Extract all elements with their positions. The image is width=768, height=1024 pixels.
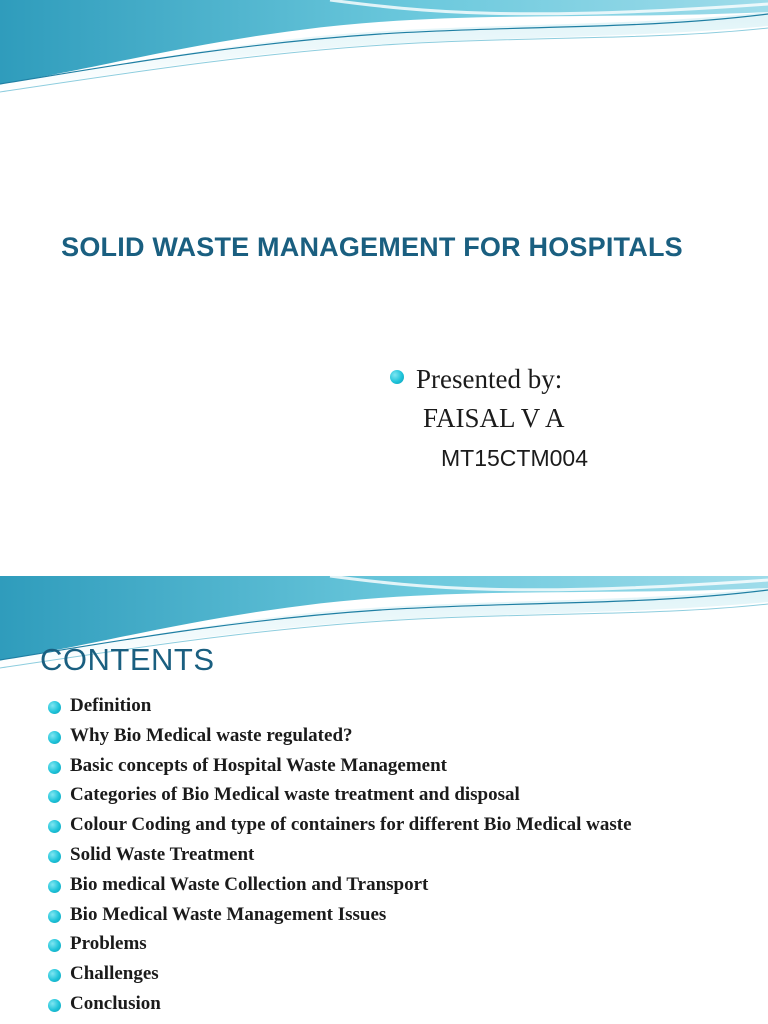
presenter-id: MT15CTM004 bbox=[441, 445, 588, 471]
list-item-label: Problems bbox=[70, 933, 147, 954]
list-item-label: Basic concepts of Hospital Waste Management bbox=[70, 755, 447, 776]
bullet-icon bbox=[48, 731, 61, 744]
header-wave-decoration bbox=[0, 0, 768, 110]
slide-title: SOLID WASTE MANAGEMENT FOR HOSPITALS bbox=[61, 232, 683, 262]
bullet-icon bbox=[48, 969, 61, 982]
contents-heading: CONTENTS bbox=[40, 642, 215, 677]
bullet-icon bbox=[48, 820, 61, 833]
presenter-name: FAISAL V A bbox=[423, 403, 565, 433]
list-item-label: Categories of Bio Medical waste treatment and disposal bbox=[70, 784, 520, 805]
presenter-label: Presented by: bbox=[416, 364, 563, 394]
list-item-label: Bio Medical Waste Management Issues bbox=[70, 904, 387, 925]
bullet-icon bbox=[48, 790, 61, 803]
list-item-label: Challenges bbox=[70, 963, 159, 984]
bullet-icon bbox=[48, 939, 61, 952]
bullet-icon bbox=[390, 370, 404, 384]
contents-slide bbox=[0, 576, 768, 1024]
bullet-icon bbox=[48, 999, 61, 1012]
list-item-label: Why Bio Medical waste regulated? bbox=[70, 725, 353, 746]
list-item-label: Solid Waste Treatment bbox=[70, 844, 255, 865]
list-item-label: Definition bbox=[70, 695, 152, 716]
bullet-icon bbox=[48, 910, 61, 923]
list-item-label: Conclusion bbox=[70, 993, 161, 1014]
list-item-label: Colour Coding and type of containers for different Bio Medical waste bbox=[70, 814, 632, 835]
bullet-icon bbox=[48, 850, 61, 863]
bullet-icon bbox=[48, 761, 61, 774]
bullet-icon bbox=[48, 701, 61, 714]
list-item-label: Bio medical Waste Collection and Transport bbox=[70, 874, 429, 895]
bullet-icon bbox=[48, 880, 61, 893]
